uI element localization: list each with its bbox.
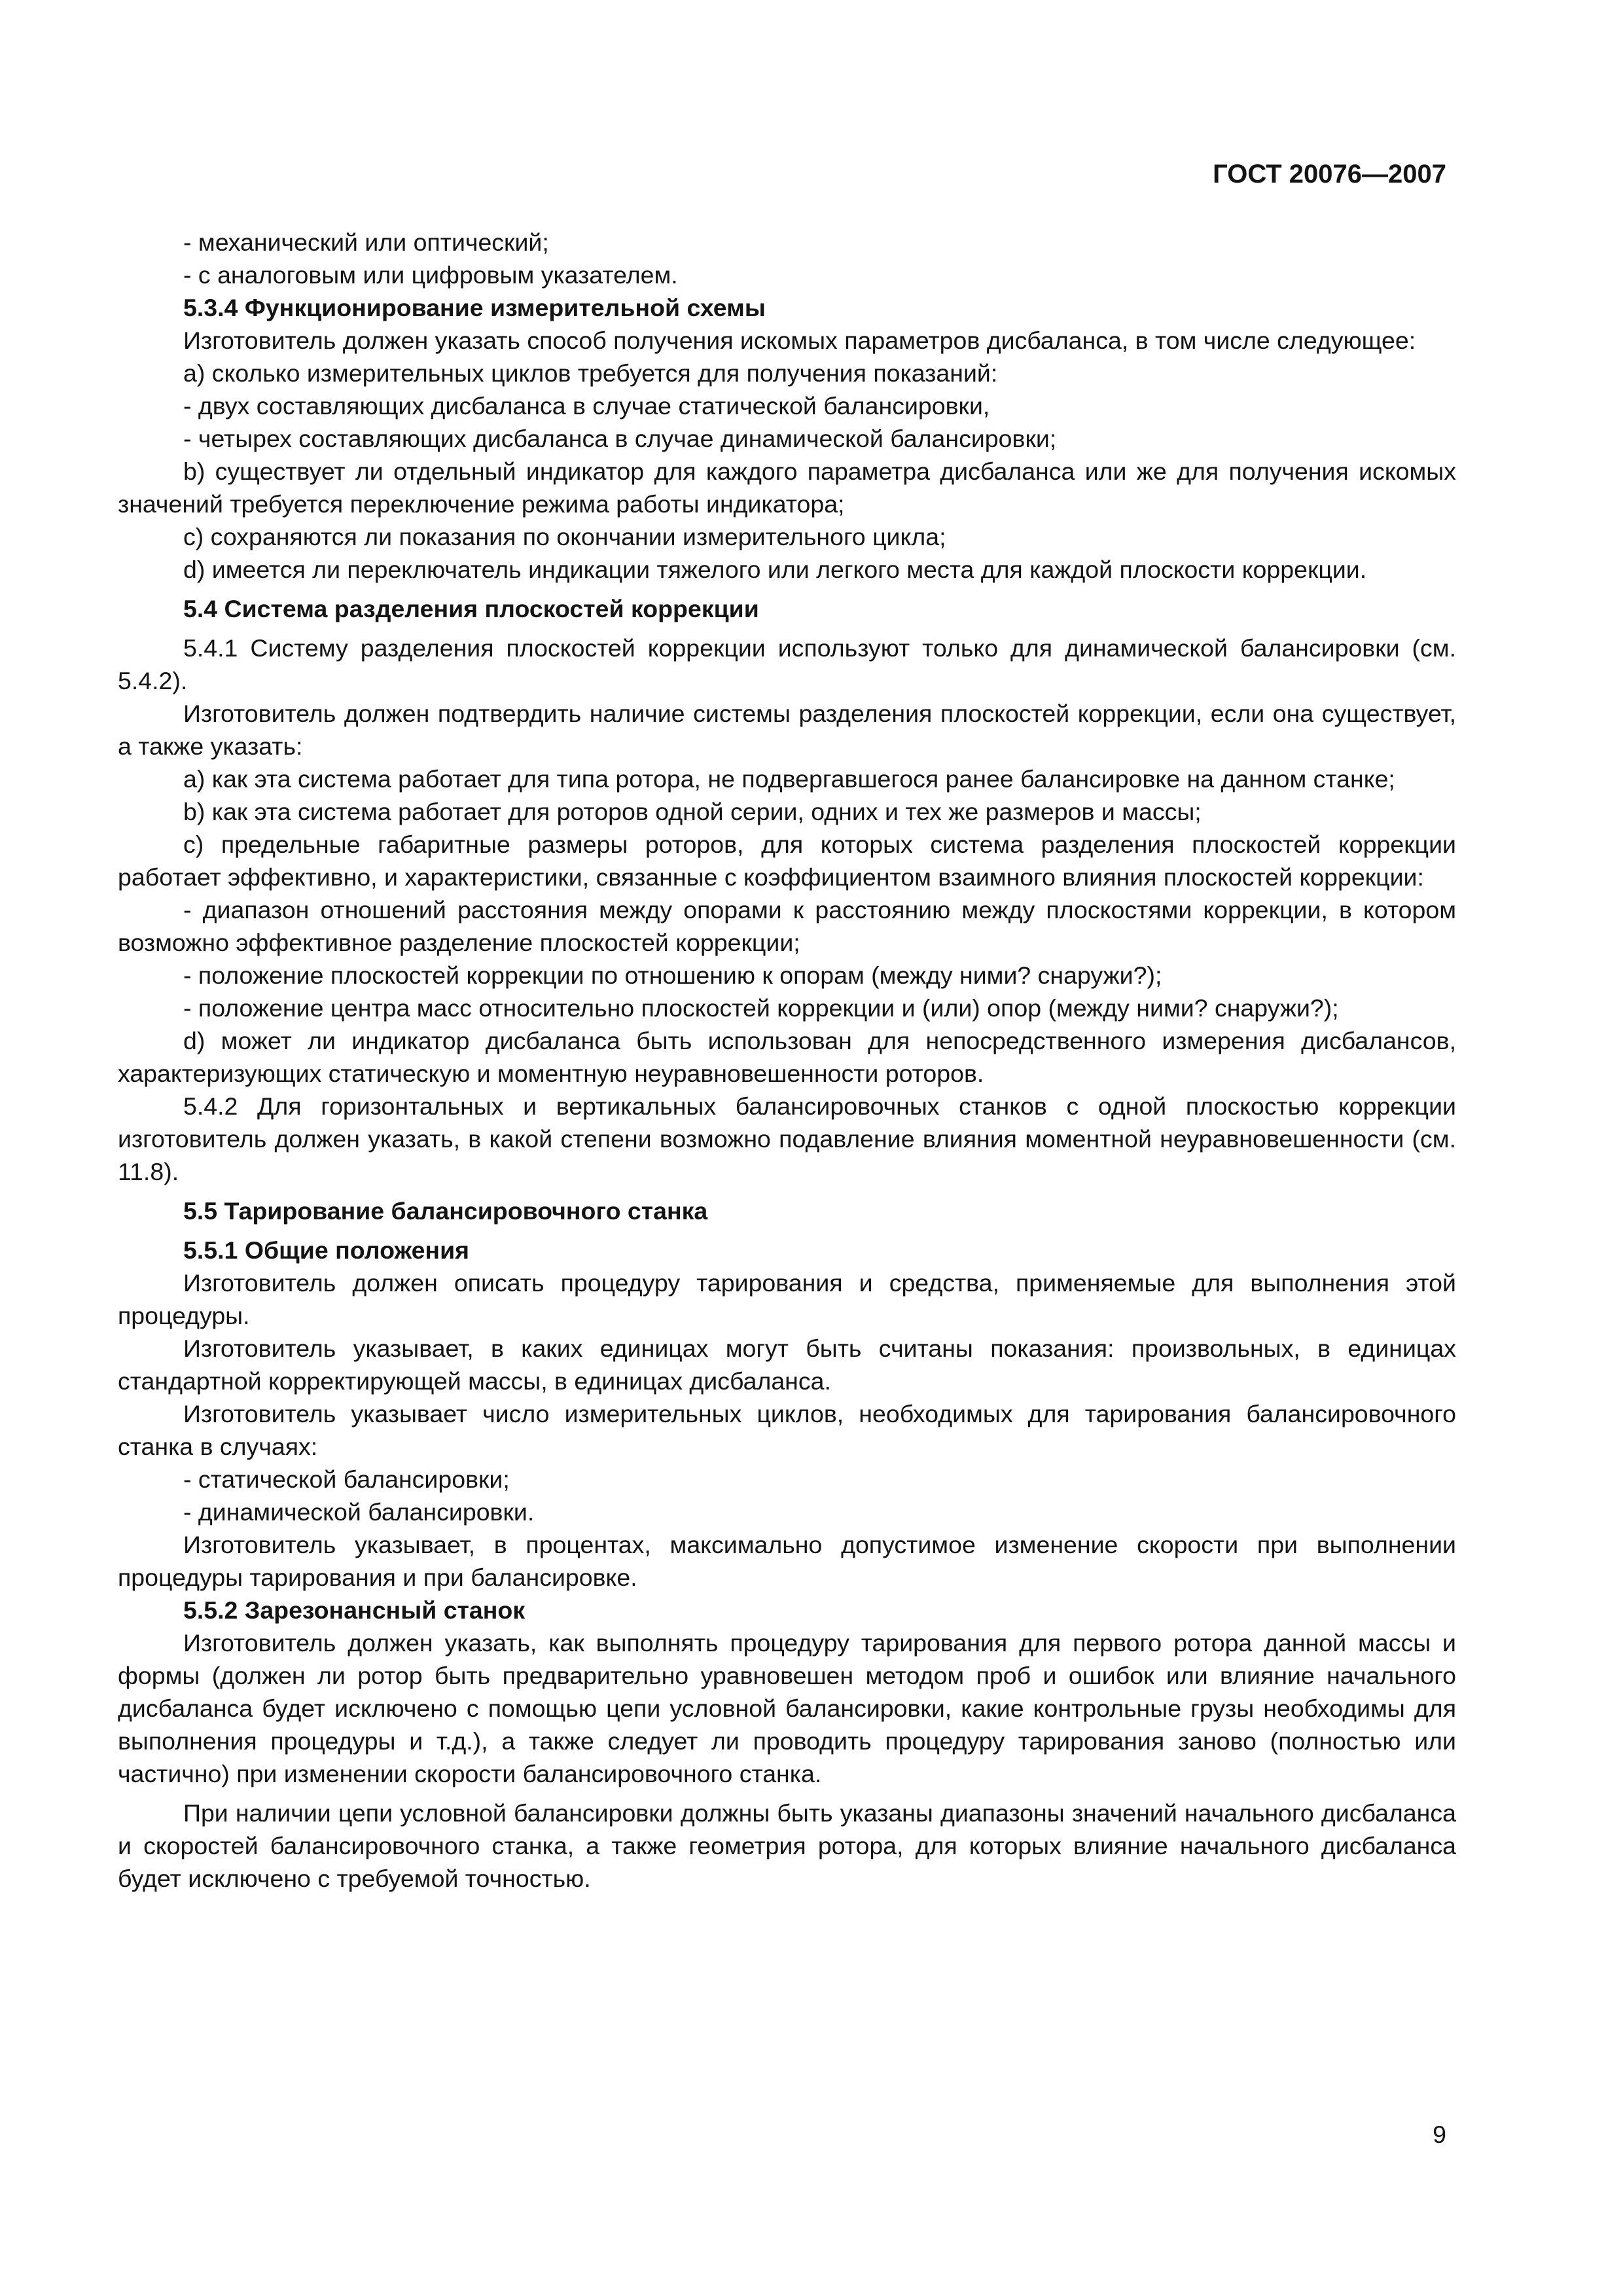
paragraph: - статической балансировки;	[183, 1465, 510, 1493]
paragraph: b) существует ли отдельный индикатор для каждого параметра дисбаланса или же для получения искомых значений требуется переключение режима работы индикатора;	[118, 457, 1456, 518]
paragraph: c) предельные габаритные размеры роторов, для которых система разделения плоскостей коррекции работает эффективно, и характеристики, связанные с коэффициентом взаимного влияния плоскостей коррекции:	[118, 831, 1456, 891]
paragraph: - положение центра масс относительно плоскостей коррекции и (или) опор (между ними? снаружи?);	[183, 994, 1339, 1022]
section-heading: 5.3.4 Функционирование измерительной схемы	[183, 294, 766, 321]
paragraph: - диапазон отношений расстояния между опорами к расстоянию между плоскостями коррекции, в котором возможно эффективное разделение плоскостей коррекции;	[118, 896, 1456, 956]
paragraph: a) как эта система работает для типа ротора, не подвергавшегося ранее балансировке на данном станке;	[183, 765, 1395, 793]
paragraph: a) сколько измерительных циклов требуется для получения показаний:	[183, 359, 998, 387]
paragraph: Изготовитель должен указать, как выполнять процедуру тарирования для первого ротора данной массы и формы (должен ли ротор быть предварительно уравновешен методом проб и ошибок или влияние начального дисбаланса будет исключено с помощью цепи условной балансировки, какие контрольные грузы необходимы для выполнения процедуры и т.д.), а также следует ли проводить процедуру тарирования заново (полностью или частично) при изменении скорости балансировочного станка.	[118, 1629, 1456, 1787]
paragraph: d) имеется ли переключатель индикации тяжелого или легкого места для каждой плоскости коррекции.	[183, 556, 1367, 583]
page-number: 9	[1433, 2121, 1446, 2148]
paragraph: b) как эта система работает для роторов одной серии, одних и тех же размеров и массы;	[183, 798, 1202, 825]
document-body	[118, 226, 1456, 1895]
paragraph: c) сохраняются ли показания по окончании измерительного цикла;	[183, 523, 946, 550]
section-heading: 5.5.1 Общие положения	[183, 1236, 470, 1264]
paragraph: Изготовитель указывает, в каких единицах могут быть считаны показания: произвольных, в единицах стандартной корректирующей массы, в единицах дисбаланса.	[118, 1335, 1456, 1395]
section-heading: 5.5.2 Зарезонансный станок	[183, 1596, 526, 1624]
paragraph: Изготовитель должен описать процедуру тарирования и средства, применяемые для выполнения этой процедуры.	[118, 1269, 1456, 1329]
paragraph: Изготовитель должен подтвердить наличие системы разделения плоскостей коррекции, если она существует, а также указать:	[118, 700, 1456, 760]
paragraph: 5.4.1 Систему разделения плоскостей коррекции используют только для динамической балансировки (см. 5.4.2).	[118, 634, 1456, 694]
paragraph: При наличии цепи условной балансировки должны быть указаны диапазоны значений начального дисбаланса и скоростей балансировочного станка, а также геометрия ротора, для которых влияние начального дисбаланса будет исключено с требуемой точностью.	[118, 1799, 1456, 1892]
paragraph: - с аналоговым или цифровым указателем.	[183, 261, 678, 289]
paragraph: Изготовитель указывает, в процентах, максимально допустимое изменение скорости при выполнении процедуры тарирования и при балансировке.	[118, 1531, 1456, 1591]
paragraph: - динамической балансировки.	[183, 1498, 535, 1526]
paragraph: - двух составляющих дисбаланса в случае статической балансировки,	[183, 392, 990, 420]
paragraph: - четырех составляющих дисбаланса в случае динамической балансировки;	[183, 425, 1057, 452]
section-heading: 5.4 Система разделения плоскостей коррекции	[183, 595, 759, 622]
paragraph: - механический или оптический;	[183, 228, 549, 256]
paragraph: 5.4.2 Для горизонтальных и вертикальных балансировочных станков с одной плоскостью коррекции изготовитель должен указать, в какой степени возможно подавление влияния моментной неуравновешенности (см. 11.8).	[118, 1092, 1456, 1185]
paragraph: Изготовитель указывает число измерительных циклов, необходимых для тарирования балансировочного станка в случаях:	[118, 1400, 1456, 1460]
section-heading: 5.5 Тарирование балансировочного станка	[183, 1197, 708, 1225]
paragraph: - положение плоскостей коррекции по отношению к опорам (между ними? снаружи?);	[183, 961, 1162, 989]
paragraph: d) может ли индикатор дисбаланса быть использован для непосредственного измерения дисбалансов, характеризующих статическую и моментную неуравновешенности роторов.	[118, 1027, 1456, 1087]
paragraph: Изготовитель должен указать способ получения искомых параметров дисбаланса, в том числе следующее:	[183, 327, 1416, 354]
document-header: ГОСТ 20076—2007	[1213, 160, 1446, 188]
